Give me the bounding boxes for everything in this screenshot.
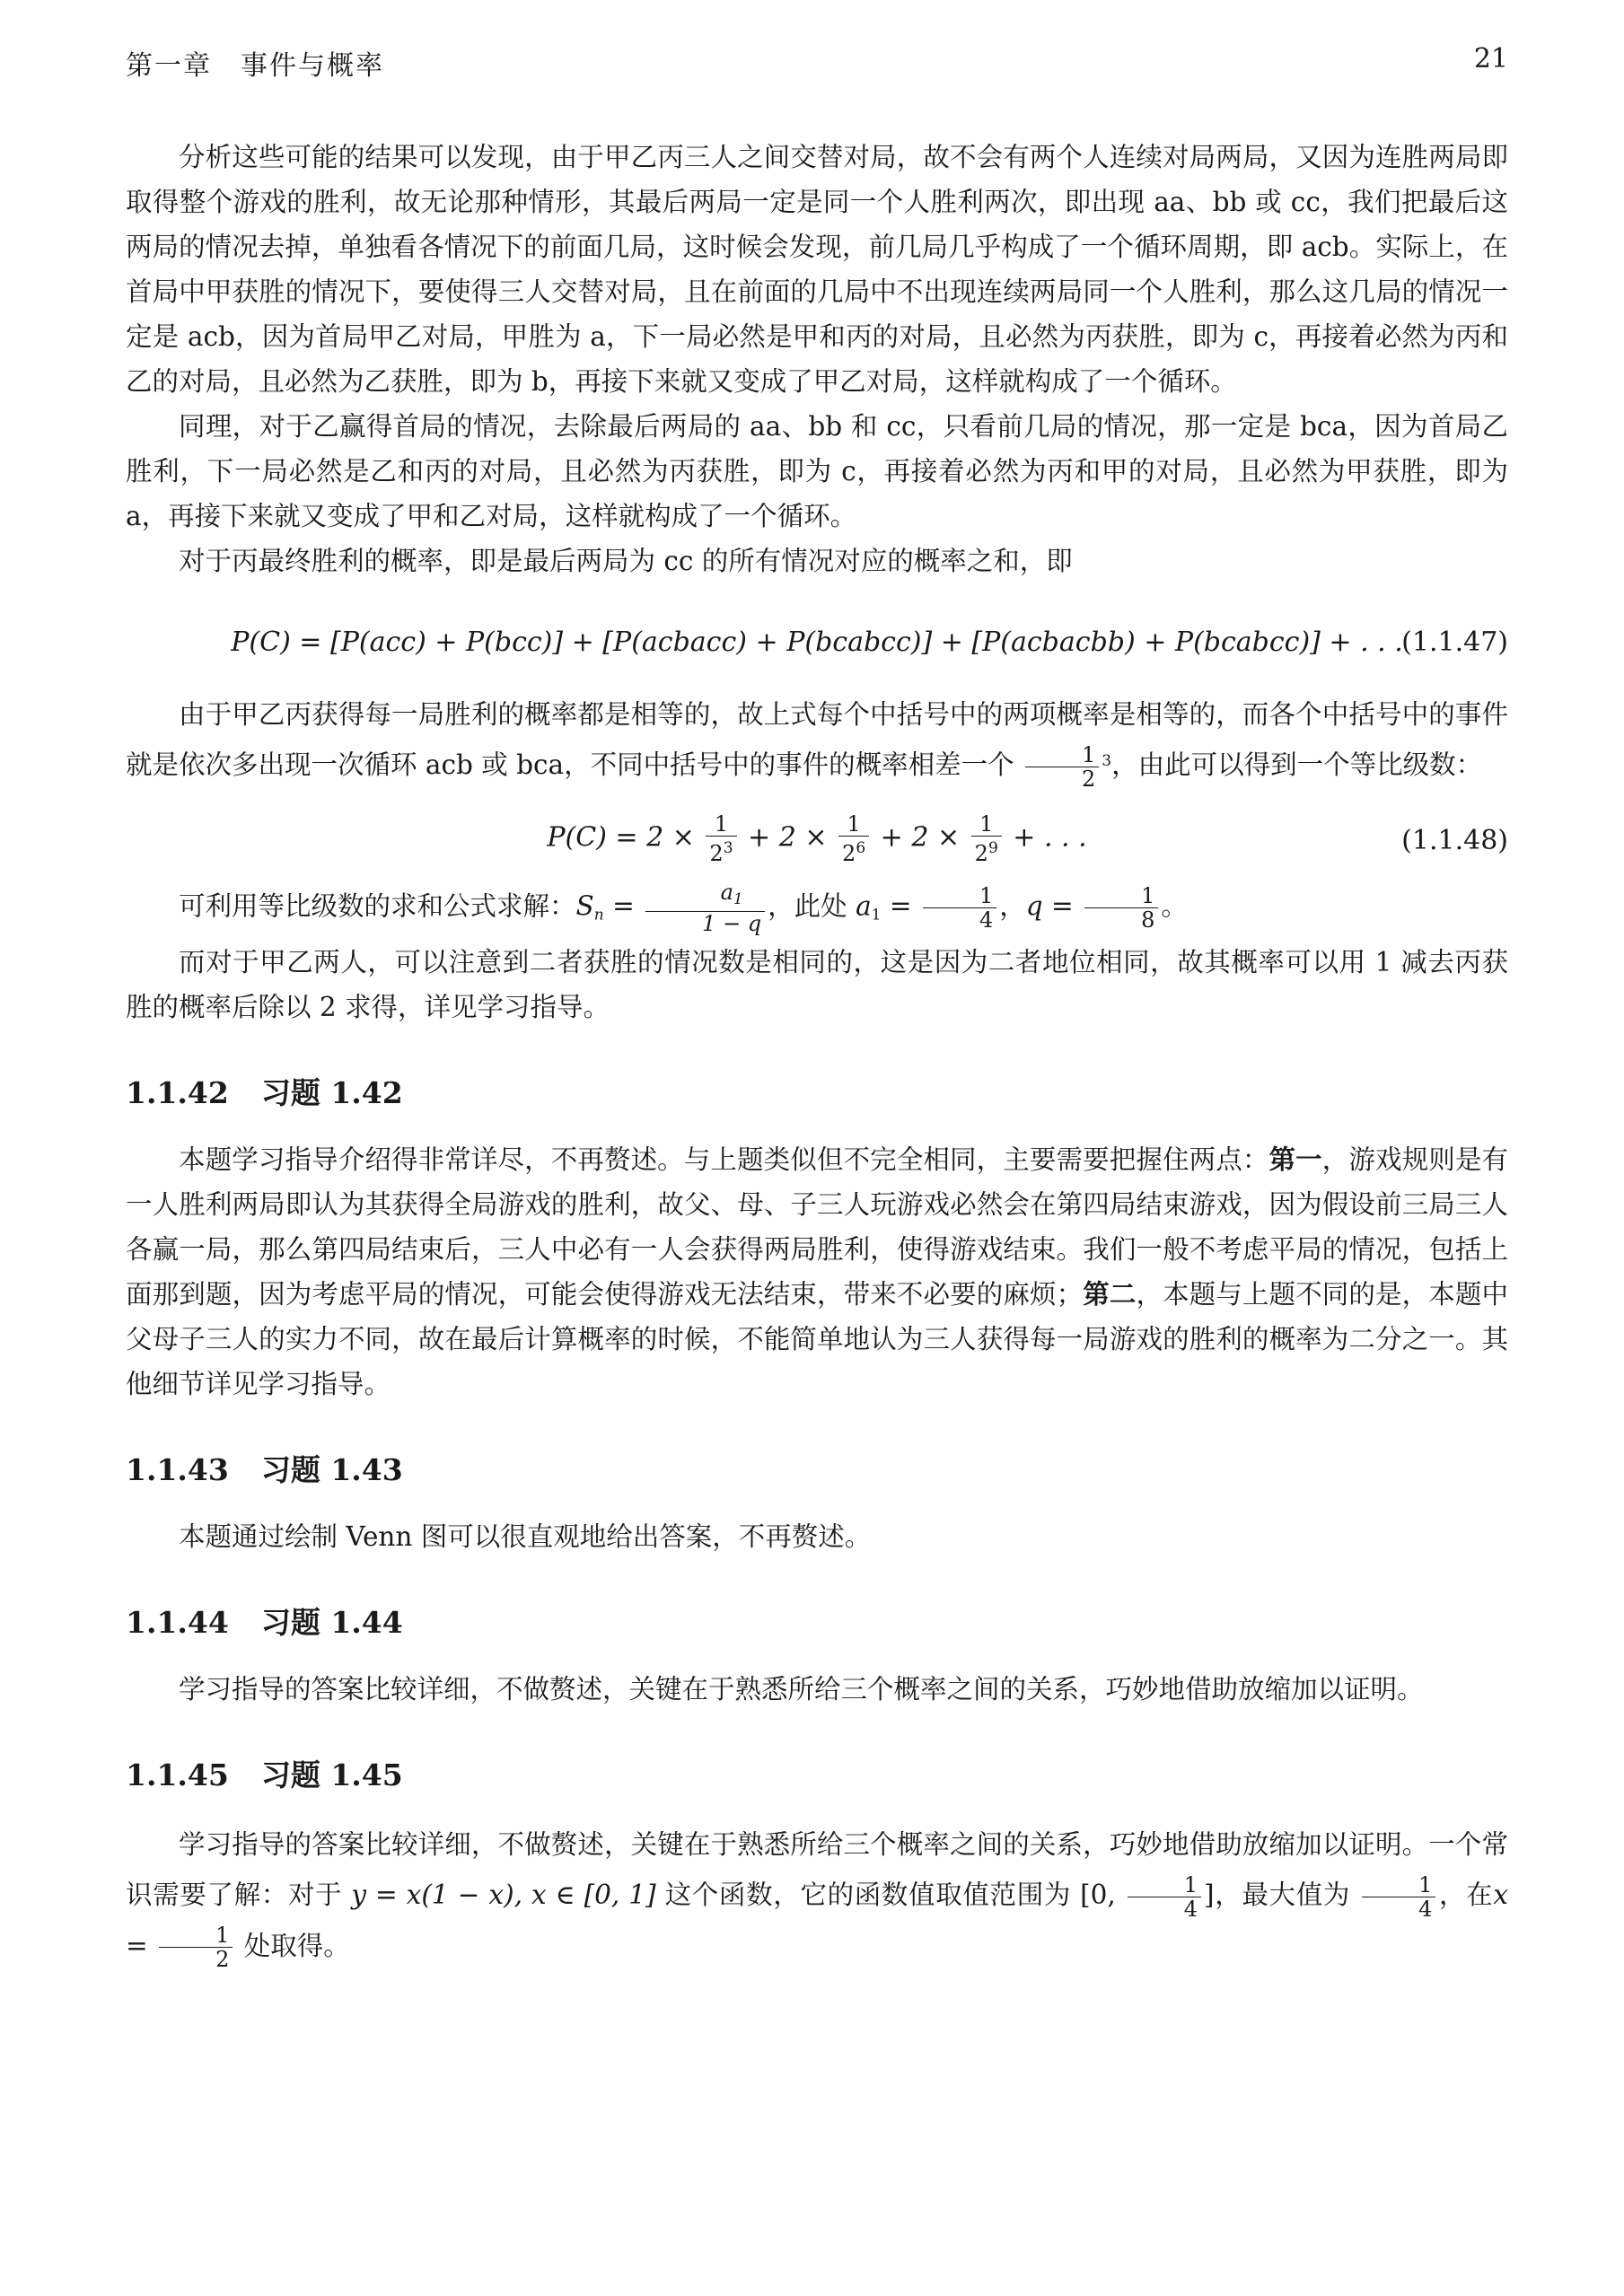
- equation-number: (1.1.48): [1401, 824, 1508, 856]
- equation-body: P(C) = 2 × $\frac{1}{2^3}$ + 2 × $\frac{1}{2^6}$ + 2 × $\frac{1}{2^9}$ + . . .: [547, 811, 1087, 866]
- paragraph-exercise-1-42: 本题学习指导介绍得非常详尽，不再赘述。与上题类似但不完全相同，主要需要把握住两点：第一，游戏规则是有一人胜利两局即认为其获得全局游戏的胜利，故父、母、子三人玩游戏必然会在第四局结束游戏，因为假设前三局三人各赢一局，那么第四局结束后，三人中必有一人会获得两局胜利，使得游戏结束。我们一般不考虑平局的情况，包括上面那到题，因为考虑平局的情况，可能会使得游戏无法结束，带来不必要的麻烦；第二，本题与上题不同的是，本题中父母子三人的实力不同，故在最后计算概率的时候，不能简单地认为三人获得每一局游戏的胜利的概率为二分之一。其他细节详见学习指导。: [126, 1144, 1508, 1399]
- equation-body: P(C) = [P(acc) + P(bcc)] + [P(acbacc) + P(bcabcc)] + [P(acbacbb) + P(bcabcc)] + . . .: [231, 627, 1403, 658]
- section-heading-1-1-45: 1.1.45 习题 1.45: [126, 1757, 403, 1792]
- paragraph-c-probability: 对于丙最终胜利的概率，即是最后两局为 cc 的所有情况对应的概率之和，即: [179, 546, 1073, 576]
- paragraph-exercise-1-43: 本题通过绘制 Venn 图可以很直观地给出答案，不再赘述。: [179, 1521, 872, 1552]
- section-heading-1-1-43: 1.1.43 习题 1.43: [126, 1452, 403, 1487]
- chapter-title: 第一章 事件与概率: [126, 50, 384, 82]
- paragraph-geometric-reasoning: 由于甲乙丙获得每一局胜利的概率都是相等的，故上式每个中括号中的两项概率是相等的，而各个中括号中的事件就是依次多出现一次循环 acb 或 bca，不同中括号中的事件的概率相差一个 $\frac{1}{2}$ $^3$，由此可以得到一个等比级数：: [126, 699, 1508, 792]
- equation-number: (1.1.47): [1401, 627, 1508, 658]
- equation-1-1-47: [126, 583, 1508, 691]
- main-content: [126, 135, 1508, 1971]
- section-heading-1-1-44: 1.1.44 习题 1.44: [126, 1605, 403, 1640]
- paragraph-exercise-1-45: 学习指导的答案比较详细，不做赘述，关键在于熟悉所给三个概率之间的关系，巧妙地借助放缩加以证明。一个常识需要了解：对于 y = x(1 − x), x ∈ [0, 1] 这个函数，它的函数值取值范围为 [0, $\frac{1}{4}$ ]，最大值为 $\frac{1}{4}$ ，在x = $\frac{1}{2}$ 处取得。: [126, 1829, 1508, 1972]
- paragraph-sum-formula: 可利用等比级数的求和公式求解：$S_n$ = $\frac{a_1}{1 - q}$ ，此处 $a_1$ = $\frac{1}{4}$ ，q = $\frac{1}{8}$ 。: [179, 879, 1188, 936]
- running-header: [126, 43, 1508, 83]
- page-number: 21: [1473, 43, 1508, 74]
- paragraph-analysis: 分析这些可能的结果可以发现，由于甲乙丙三人之间交替对局，故不会有两个人连续对局两局，又因为连胜两局即取得整个游戏的胜利，故无论那种情形，其最后两局一定是同一个人胜利两次，即出现 aa、bb 或 cc，我们把最后这两局的情况去掉，单独看各情况下的前面几局，这时候会发现，前几局几乎构成了一个循环周期，即 acb。实际上，在首局中甲获胜的情况下，要使得三人交替对局，且在前面的几局中不出现连续两局同一个人胜利，那么这几局的情况一定是 acb，因为首局甲乙对局，甲胜为 a，下一局必然是甲和丙的对局，且必然为丙获胜，即为 c，再接着必然为丙和乙的对局，且必然为乙获胜，即为 b，再接下来就又变成了甲乙对局，这样就构成了一个循环。: [126, 142, 1508, 397]
- fraction-sum: $\frac{a_1}{1 - q}$: [645, 881, 765, 935]
- equation-1-1-48: [126, 791, 1508, 881]
- paragraph-similarly: 同理，对于乙赢得首局的情况，去除最后两局的 aa、bb 和 cc，只看前几局的情况，那一定是 bca，因为首局乙胜利，下一局必然是乙和丙的对局，且必然为丙获胜，即为 c，再接着必然为丙和甲的对局，且必然为甲获胜，即为 a，再接下来就又变成了甲和乙对局，这样就构成了一个循环。: [126, 411, 1508, 531]
- paragraph-ab-probability: 而对于甲乙两人，可以注意到二者获胜的情况数是相同的，这是因为二者地位相同，故其概率可以用 1 减去丙获胜的概率后除以 2 求得，详见学习指导。: [126, 947, 1508, 1022]
- paragraph-exercise-1-44: 学习指导的答案比较详细，不做赘述，关键在于熟悉所给三个概率之间的关系，巧妙地借助放缩加以证明。: [179, 1674, 1424, 1704]
- fraction-half: $\frac{1}{2}$: [1025, 743, 1099, 791]
- section-heading-1-1-42: 1.1.42 习题 1.42: [126, 1075, 403, 1110]
